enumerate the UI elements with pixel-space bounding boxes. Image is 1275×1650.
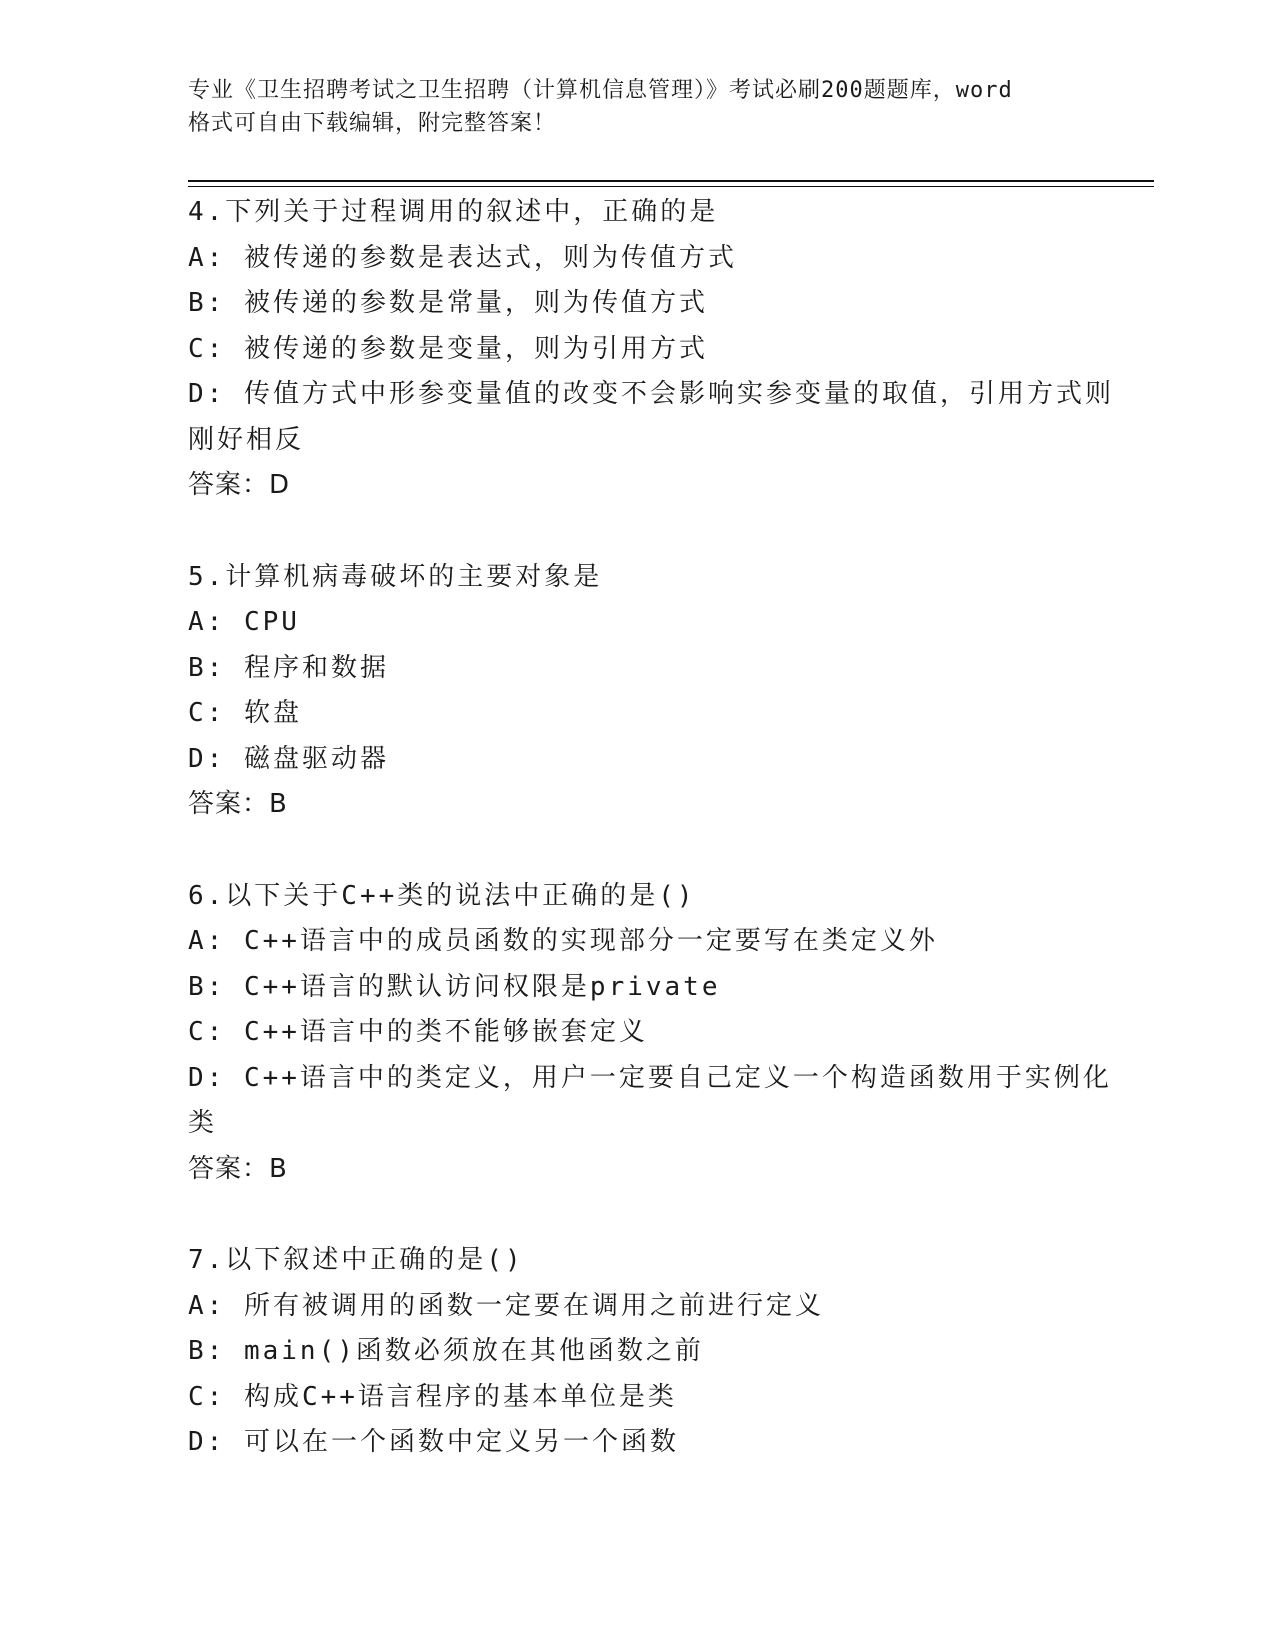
option-d: D: 可以在一个函数中定义另一个函数: [188, 1427, 679, 1457]
question-stem: 7.以下叙述中正确的是(): [188, 1245, 524, 1275]
question-stem: 5.计算机病毒破坏的主要对象是: [188, 561, 603, 592]
option-b: B: C++语言的默认访问权限是private: [188, 971, 721, 1002]
option-a: A: CPU: [188, 607, 300, 637]
header-divider-thin: [188, 186, 1154, 187]
document-header: [188, 74, 1088, 140]
header-divider-thick: [188, 180, 1154, 182]
header-line-2: 格式可自由下载编辑，附完整答案！: [188, 111, 557, 136]
option-c: C: 软盘: [188, 698, 302, 728]
question-7: [188, 1238, 1118, 1466]
option-a: A: 被传递的参数是表达式，则为传值方式: [188, 242, 737, 273]
answer-line: 答案：B: [188, 789, 288, 819]
option-a: A: C++语言中的成员函数的实现部分一定要写在类定义外: [188, 926, 938, 956]
header-line-1: 专业《卫生招聘考试之卫生招聘（计算机信息管理）》考试必刷200题题库，word: [188, 78, 1013, 103]
option-c: C: 构成C++语言程序的基本单位是类: [188, 1381, 677, 1412]
question-stem: 6.以下关于C++类的说法中正确的是(): [188, 880, 696, 911]
answer-line: 答案：D: [188, 470, 291, 500]
question-4: [188, 190, 1118, 509]
option-b: B: main()函数必须放在其他函数之前: [188, 1336, 704, 1366]
option-d: D: 磁盘驱动器: [188, 743, 389, 774]
option-a: A: 所有被调用的函数一定要在调用之前进行定义: [188, 1290, 824, 1321]
question-stem: 4.下列关于过程调用的叙述中，正确的是: [188, 197, 719, 227]
option-c: C: 被传递的参数是变量，则为引用方式: [188, 333, 708, 364]
option-c: C: C++语言中的类不能够嵌套定义: [188, 1017, 648, 1047]
question-5: [188, 555, 1118, 828]
question-list: [188, 190, 1118, 1512]
option-d: D: 传值方式中形参变量值的改变不会影响实参变量的取值，引用方式则刚好相反: [188, 379, 1114, 455]
option-d: D: C++语言中的类定义，用户一定要自己定义一个构造函数用于实例化类: [188, 1062, 1112, 1138]
answer-line: 答案：B: [188, 1153, 288, 1184]
option-b: B: 被传递的参数是常量，则为传值方式: [188, 288, 708, 318]
option-b: B: 程序和数据: [188, 652, 389, 683]
question-6: [188, 874, 1118, 1193]
